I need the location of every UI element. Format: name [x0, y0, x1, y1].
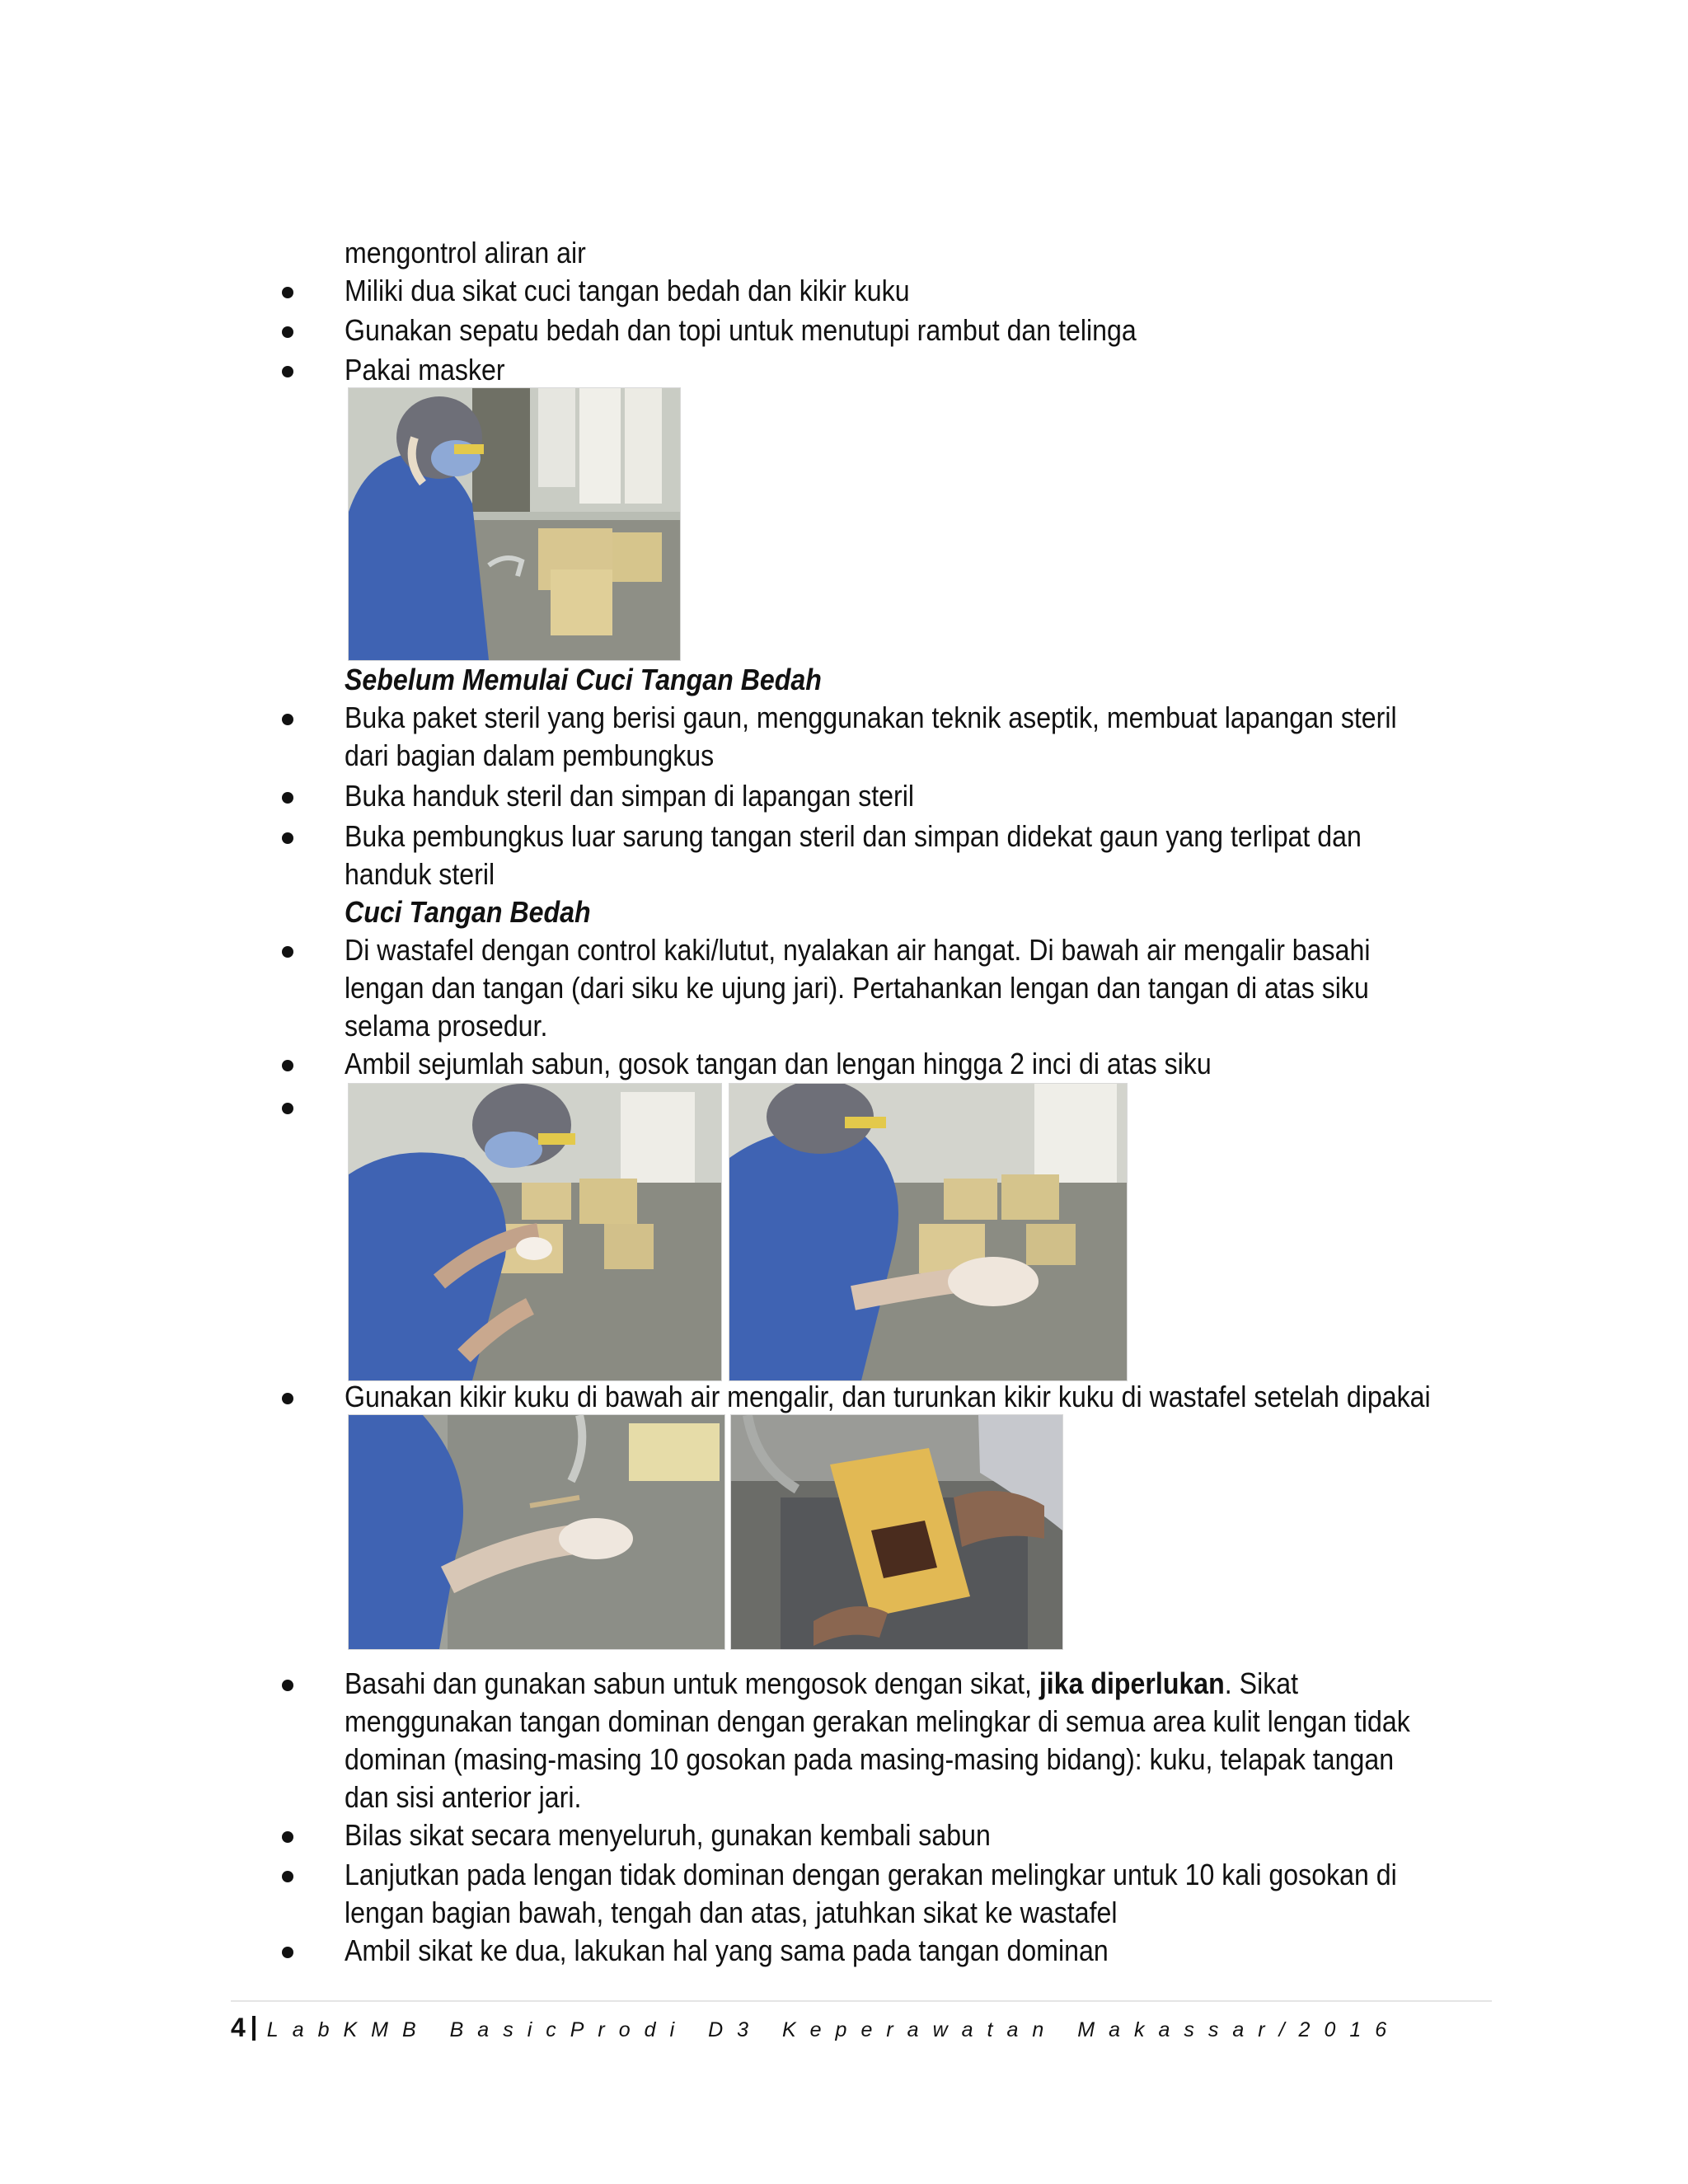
- bold-emphasis: jika diperlukan: [1039, 1666, 1225, 1700]
- photo-soap-dispenser: [348, 1083, 722, 1381]
- section-heading: Sebelum Memulai Cuci Tangan Bedah: [345, 663, 822, 696]
- list-item: Bilas sikat secara menyeluruh, gunakan kembali sabun: [345, 1818, 991, 1852]
- section-heading: Cuci Tangan Bedah: [345, 895, 591, 929]
- bullet-icon: [282, 287, 293, 298]
- bullet-icon: [282, 1393, 293, 1404]
- photo-lathering-arms: [729, 1083, 1128, 1381]
- footer-separator: [252, 2016, 256, 2041]
- bullet-icon: [282, 832, 293, 844]
- bullet-icon: [282, 714, 293, 725]
- bullet-icon: [282, 1871, 293, 1882]
- list-item: [345, 1665, 1298, 1703]
- footer-text: LabKMB BasicProdi D3 Keperawatan Makassar/2016: [266, 2018, 1401, 2041]
- photo-putting-on-mask: [348, 387, 681, 661]
- footer-divider: [231, 2000, 1492, 2002]
- list-item-continuation: menggunakan tangan dominan dengan gerakan melingkar di semua area kulit lengan tidak: [345, 1704, 1410, 1738]
- text-span: Basahi dan gunakan sabun untuk mengosok dengan sikat,: [345, 1666, 1039, 1700]
- list-item: Buka handuk steril dan simpan di lapangan steril: [345, 779, 915, 813]
- list-item: Ambil sikat ke dua, lakukan hal yang sama pada tangan dominan: [345, 1933, 1109, 1967]
- list-item: Buka paket steril yang berisi gaun, menggunakan teknik aseptik, membuat lapangan steril: [345, 701, 1397, 734]
- bullet-icon: [282, 326, 293, 338]
- list-item-continuation: selama prosedur.: [345, 1009, 548, 1043]
- list-item-continuation: lengan bagian bawah, tengah dan atas, jatuhkan sikat ke wastafel: [345, 1896, 1118, 1929]
- list-item-continuation: dan sisi anterior jari.: [345, 1780, 582, 1814]
- bullet-icon: [282, 1103, 293, 1114]
- list-item: Gunakan kikir kuku di bawah air mengalir, dan turunkan kikir kuku di wastafel setelah dipakai: [345, 1380, 1431, 1413]
- photo-scrub-brush-package: [730, 1414, 1063, 1650]
- bullet-icon: [282, 1947, 293, 1958]
- bullet-icon: [282, 1060, 293, 1071]
- list-item-continuation: dari bagian dalam pembungkus: [345, 738, 715, 772]
- bullet-icon: [282, 366, 293, 377]
- page-number: 4: [231, 2013, 246, 2042]
- bullet-icon: [282, 1680, 293, 1691]
- bullet-icon: [282, 1831, 293, 1843]
- list-item: Lanjutkan pada lengan tidak dominan dengan gerakan melingkar untuk 10 kali gosokan di: [345, 1858, 1397, 1891]
- list-item: Miliki dua sikat cuci tangan bedah dan kikir kuku: [345, 274, 910, 307]
- text-line: mengontrol aliran air: [345, 236, 586, 269]
- list-item: Gunakan sepatu bedah dan topi untuk menutupi rambut dan telinga: [345, 313, 1137, 347]
- list-item: Buka pembungkus luar sarung tangan steril dan simpan didekat gaun yang terlipat dan: [345, 819, 1362, 853]
- list-item: Pakai masker: [345, 353, 505, 387]
- photo-nail-file: [348, 1414, 725, 1650]
- bullet-icon: [282, 792, 293, 804]
- list-item: Ambil sejumlah sabun, gosok tangan dan lengan hingga 2 inci di atas siku: [345, 1047, 1212, 1080]
- bullet-icon: [282, 946, 293, 958]
- page-footer: [231, 2011, 1400, 2044]
- list-item-continuation: lengan dan tangan (dari siku ke ujung jari). Pertahankan lengan dan tangan di atas siku: [345, 971, 1369, 1005]
- list-item-continuation: dominan (masing-masing 10 gosokan pada masing-masing bidang): kuku, telapak tangan: [345, 1742, 1395, 1776]
- list-item-continuation: handuk steril: [345, 857, 495, 891]
- list-item: Di wastafel dengan control kaki/lutut, nyalakan air hangat. Di bawah air mengalir basahi: [345, 933, 1371, 967]
- text-span: . Sikat: [1224, 1666, 1299, 1700]
